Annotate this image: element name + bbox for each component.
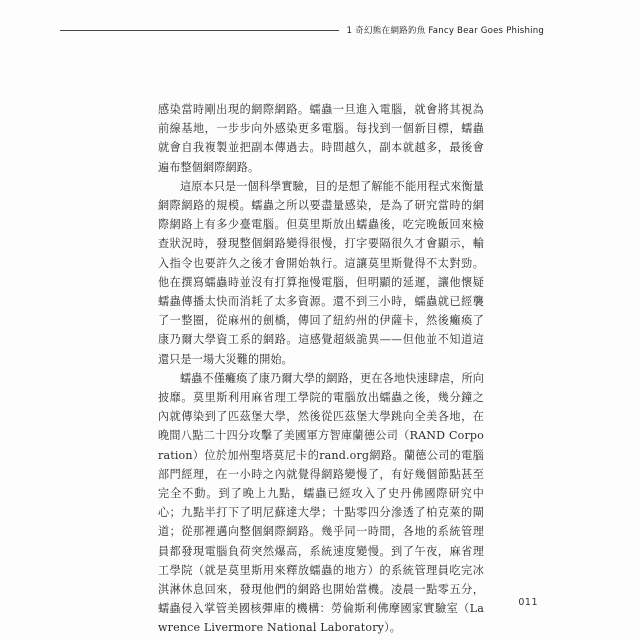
paragraph: 這原本只是一個科學實驗，目的是想了解能不能用程式來衡量網際網路的規模。蠕蟲之所以要盡量感染，是為了研究當時的網際網路上有多少臺電腦。但莫里斯放出蠕蟲後，吃完晚飯回來檢查狀況時，發現整個網路變得很慢，打字要隔很久才會顯示，輸入指令也要許久之後才會開始執行。這讓莫里斯覺得不太對勁。他在撰寫蠕蟲時並沒有打算拖慢電腦，但明顯的延遲，讓他懷疑蠕蟲傳播太快而消耗了太多資源。還不到三小時，蠕蟲就已經襲了一整圈，從麻州的劍橋，傳回了紐約州的伊薩卡，然後癱瘓了康乃爾大學資工系的網路。這感覺超級詭異——但他並不知道這還只是一場大災難的開始。 bbox=[158, 179, 484, 366]
running-header bbox=[60, 22, 544, 38]
body-text bbox=[158, 100, 484, 638]
running-title: 1 奇幻熊在網路釣魚 Fancy Bear Goes Phishing bbox=[346, 26, 544, 36]
paragraph: 蠕蟲不僅癱瘓了康乃爾大學的網路，更在各地快速肆虐，所向披靡。莫里斯利用麻省理工學院的電腦放出蠕蟲之後，幾分鐘之內就傳染到了匹茲堡大學，然後從匹茲堡大學跳向全美各地，在晚間八點二十四分攻擊了美國軍方智庫蘭德公司（RAND Corporation）位於加州聖塔莫尼卡的rand.org網路。蘭德公司的電腦部門經理，在一小時之內就覺得網路變慢了，有好幾個節點甚至完全不動。到了晚上九點，蠕蟲已經攻入了史丹佛國際研究中心；九點半打下了明尼蘇達大學；十點零四分滲透了柏克萊的閘道；從那裡邁向整個網際網路。幾乎同一時間，各地的系統管理員都發現電腦負荷突然爆高，系統速度變慢。到了午夜，麻省理工學院（就是莫里斯用來釋放蠕蟲的地方）的系統管理員吃完冰淇淋休息回來，發現他們的網路也開始當機。凌晨一點零五分，蠕蟲侵入掌管美國核彈庫的機構：勞倫斯利佛摩國家實驗室（Lawrence Livermore National Laboratory）。 bbox=[158, 371, 484, 635]
header-rule bbox=[60, 30, 339, 31]
paragraph-continued: 感染當時剛出現的網際網路。蠕蟲一旦進入電腦，就會將其視為前線基地，一步步向外感染更多電腦。每找到一個新目標，蠕蟲就會自我複製並把副本傳過去。時間越久，副本就越多，最後會遍布整個網際網路。 bbox=[158, 103, 484, 174]
page-number: 011 bbox=[518, 597, 538, 608]
